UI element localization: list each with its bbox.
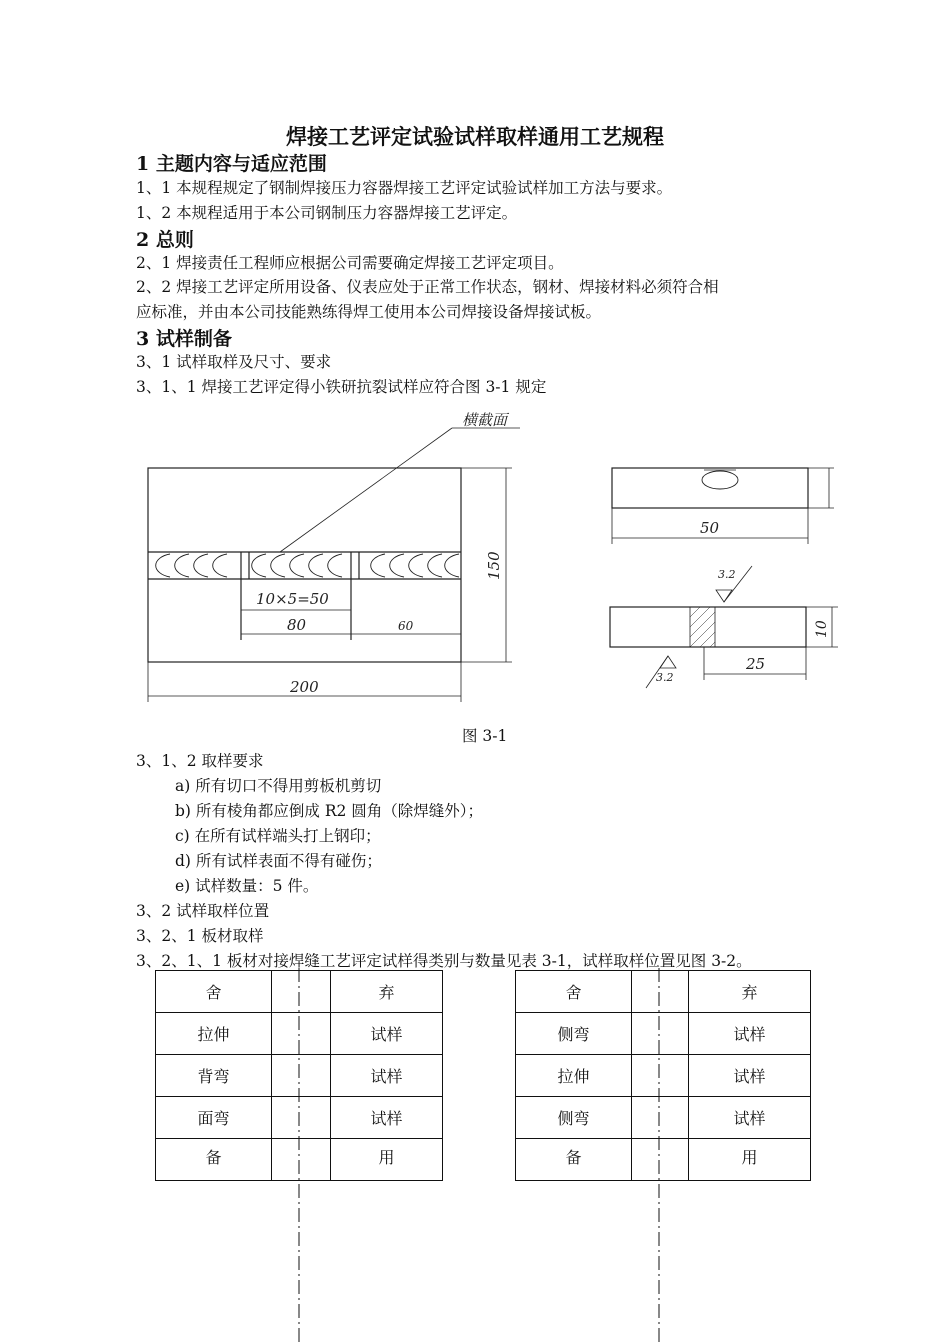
para-1-1: 1、1 本规程规定了钢制焊接压力容器焊接工艺评定试验试样加工方法与要求。 bbox=[136, 179, 673, 197]
table-cell: 试样 bbox=[331, 1055, 443, 1097]
table-cell: 试样 bbox=[689, 1013, 811, 1055]
dim-150: 150 bbox=[485, 551, 503, 580]
roughness-bottom: 3.2 bbox=[656, 671, 674, 684]
weld-beads bbox=[156, 554, 459, 577]
table-cell: 弃 bbox=[331, 971, 443, 1013]
para-2-2a: 2、2 焊接工艺评定所用设备、仪表应处于正常工作状态，钢材、焊接材料必须符合相 bbox=[136, 278, 719, 296]
table-cell: 试样 bbox=[331, 1013, 443, 1055]
para-2-1: 2、1 焊接责任工程师应根据公司需要确定焊接工艺评定项目。 bbox=[136, 254, 564, 272]
req-c: c) 在所有试样端头打上钢印； bbox=[175, 827, 381, 845]
table-cell: 舍 bbox=[156, 971, 272, 1013]
pos-1: 3、2 试样取样位置 bbox=[136, 902, 270, 920]
roughness-top: 3.2 bbox=[718, 568, 736, 581]
pos-2: 3、2、1 板材取样 bbox=[136, 927, 264, 945]
label-section: 横截面 bbox=[462, 411, 508, 429]
pos-3: 3、2、1、1 板材对接焊缝工艺评定试样得类别与数量见表 3-1，试样取样位置见图 3-2。 bbox=[136, 952, 752, 970]
specimen-piece bbox=[610, 607, 806, 647]
table-cell: 试样 bbox=[689, 1097, 811, 1139]
table-cell: 背弯 bbox=[156, 1055, 272, 1097]
dim-10: 10 bbox=[814, 620, 830, 638]
dim-10x5: 10×5=50 bbox=[256, 590, 329, 608]
req-d: d) 所有试样表面不得有碰伤； bbox=[175, 852, 382, 870]
req-b: b) 所有棱角都应倒成 R2 圆角（除焊缝外）； bbox=[175, 802, 484, 820]
page-title: 焊接工艺评定试验试样取样通用工艺规程 bbox=[286, 124, 664, 149]
dim-60: 60 bbox=[398, 619, 414, 633]
para-3-1: 3、1 试样取样及尺寸、要求 bbox=[136, 353, 332, 371]
section-3-heading: 3 试样制备 bbox=[136, 328, 232, 350]
table-cell: 用 bbox=[689, 1139, 811, 1181]
section-1-heading: 1 主题内容与适应范围 bbox=[136, 153, 327, 175]
table-cell: 试样 bbox=[331, 1097, 443, 1139]
dim-200: 200 bbox=[290, 678, 319, 696]
req-e: e) 试样数量：5 件。 bbox=[175, 877, 319, 895]
table-cell: 备 bbox=[156, 1139, 272, 1181]
table-cell: 面弯 bbox=[156, 1097, 272, 1139]
table-cell: 试样 bbox=[689, 1055, 811, 1097]
dim-50: 50 bbox=[700, 519, 720, 537]
table-cell: 舍 bbox=[516, 971, 632, 1013]
table-cell: 拉伸 bbox=[516, 1055, 632, 1097]
para-1-2: 1、2 本规程适用于本公司钢制压力容器焊接工艺评定。 bbox=[136, 204, 518, 222]
figure-caption: 图 3-1 bbox=[462, 727, 508, 745]
dim-80: 80 bbox=[287, 616, 307, 634]
table-cell: 用 bbox=[331, 1139, 443, 1181]
req-heading: 3、1、2 取样要求 bbox=[136, 752, 264, 770]
centerlines bbox=[0, 968, 950, 1344]
section-piece bbox=[612, 468, 808, 508]
para-2-2b: 应标准，并由本公司技能熟练得焊工使用本公司焊接设备焊接试板。 bbox=[136, 303, 602, 321]
table-cell: 备 bbox=[516, 1139, 632, 1181]
table-cell: 弃 bbox=[689, 971, 811, 1013]
para-3-1-1: 3、1、1 焊接工艺评定得小铁研抗裂试样应符合图 3-1 规定 bbox=[136, 378, 547, 396]
table-cell: 侧弯 bbox=[516, 1097, 632, 1139]
section-2-heading: 2 总则 bbox=[136, 229, 194, 251]
dim-25: 25 bbox=[746, 655, 766, 673]
table-cell: 侧弯 bbox=[516, 1013, 632, 1055]
table-cell: 拉伸 bbox=[156, 1013, 272, 1055]
req-a: a) 所有切口不得用剪板机剪切 bbox=[175, 777, 382, 795]
